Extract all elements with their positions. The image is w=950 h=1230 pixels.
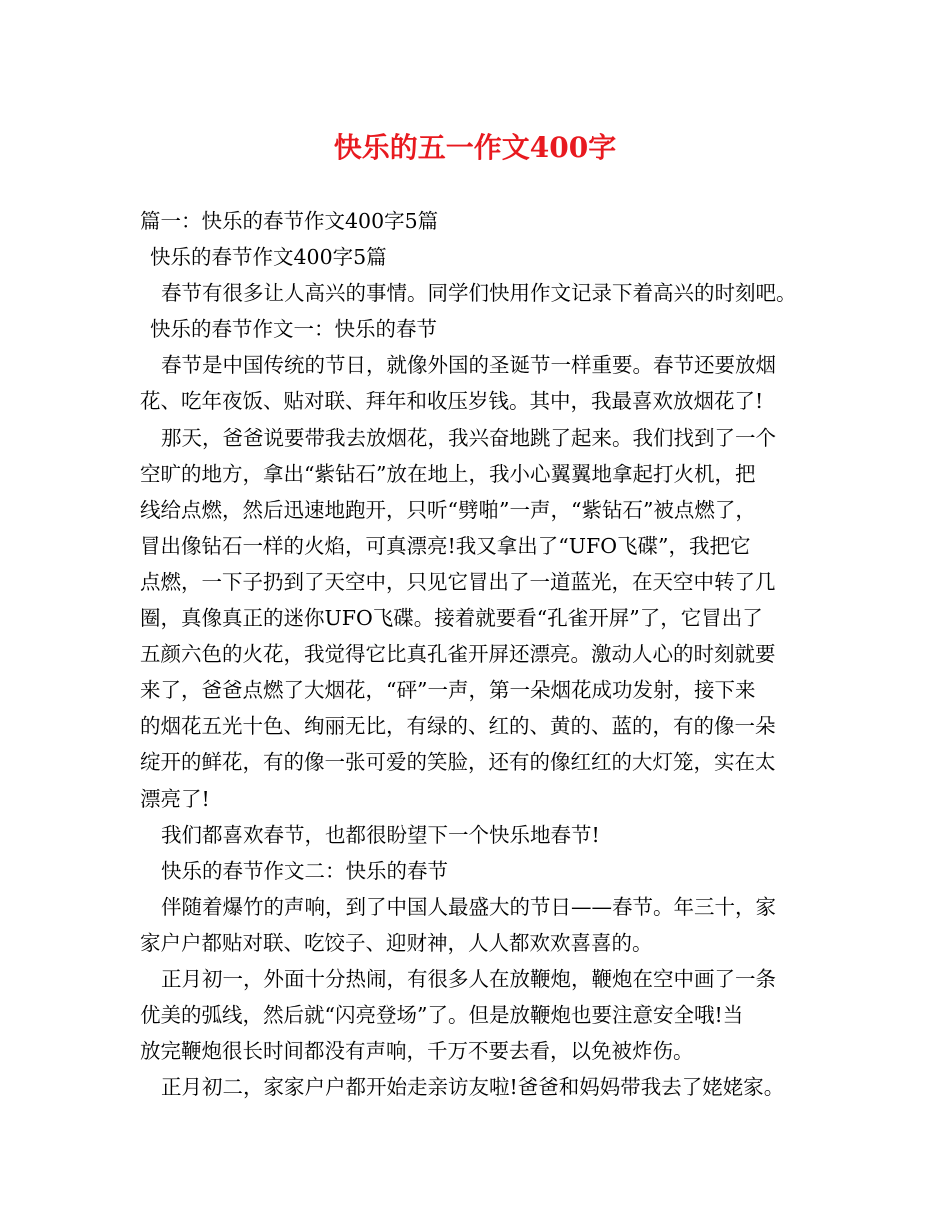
paragraph-line: 伴随着爆竹的声响，到了中国人最盛大的节日——春节。年三十，家 — [161, 894, 776, 919]
paragraph-line: 来了，爸爸点燃了大烟花，“砰”一声，第一朵烟花成功发射，接下来 — [140, 678, 756, 703]
paragraph-line: 那天，爸爸说要带我去放烟花，我兴奋地跳了起来。我们找到了一个 — [161, 425, 776, 450]
paragraph-line: 的烟花五光十色、绚丽无比，有绿的、红的、黄的、蓝的，有的像一朵 — [140, 714, 776, 739]
paragraph-line: 春节有很多让人高兴的事情。同学们快用作文记录下着高兴的时刻吧。 — [161, 281, 797, 306]
paragraph-line: 家户户都贴对联、吃饺子、迎财神，人人都欢欢喜喜的。 — [140, 930, 653, 955]
paragraph-line: 绽开的鲜花，有的像一张可爱的笑脸，还有的像红红的大灯笼，实在太 — [140, 750, 776, 775]
section-heading-line: 快乐的春节作文一：快乐的春节 — [150, 317, 437, 342]
document-title: 快乐的五一作文400字 — [333, 131, 617, 164]
paragraph-line: 正月初二，家家户户都开始走亲访友啦!爸爸和妈妈带我去了姥姥家。 — [161, 1075, 785, 1100]
paragraph-line: 线给点燃，然后迅速地跑开，只听“劈啪”一声，“紫钻石”被点燃了， — [140, 497, 756, 522]
paragraph-line: 圈，真像真正的迷你UFO飞碟。接着就要看“孔雀开屏”了，它冒出了 — [140, 606, 763, 631]
document-body — [140, 203, 820, 1105]
paragraph-line: 冒出像钻石一样的火焰，可真漂亮!我又拿出了“UFO飞碟”，我把它 — [140, 533, 751, 558]
paragraph-line: 空旷的地方，拿出“紫钻石”放在地上，我小心翼翼地拿起打火机，把 — [140, 461, 756, 486]
paragraph-line: 花、吃年夜饭、贴对联、拜年和收压岁钱。其中，我最喜欢放烟花了! — [140, 389, 764, 414]
paragraph-line: 我们都喜欢春节，也都很盼望下一个快乐地春节! — [161, 822, 600, 847]
paragraph-line: 正月初一，外面十分热闹，有很多人在放鞭炮，鞭炮在空中画了一条 — [161, 966, 776, 991]
paragraph-line: 优美的弧线，然后就“闪亮登场”了。但是放鞭炮也要注意安全哦!当 — [140, 1003, 744, 1028]
paragraph-line: 漂亮了! — [140, 786, 210, 811]
paragraph-line: 快乐的春节作文二：快乐的春节 — [161, 858, 448, 883]
paragraph-line: 春节是中国传统的节日，就像外国的圣诞节一样重要。春节还要放烟 — [161, 353, 776, 378]
paragraph-line: 放完鞭炮很长时间都没有声响，千万不要去看，以免被炸伤。 — [140, 1039, 694, 1064]
section-heading-line: 篇一：快乐的春节作文400字5篇 — [140, 209, 439, 233]
paragraph-line: 五颜六色的火花，我觉得它比真孔雀开屏还漂亮。激动人心的时刻就要 — [140, 642, 776, 667]
section-heading-line: 快乐的春节作文400字5篇 — [150, 245, 387, 270]
paragraph-line: 点燃，一下子扔到了天空中，只见它冒出了一道蓝光，在天空中转了几 — [140, 569, 776, 594]
